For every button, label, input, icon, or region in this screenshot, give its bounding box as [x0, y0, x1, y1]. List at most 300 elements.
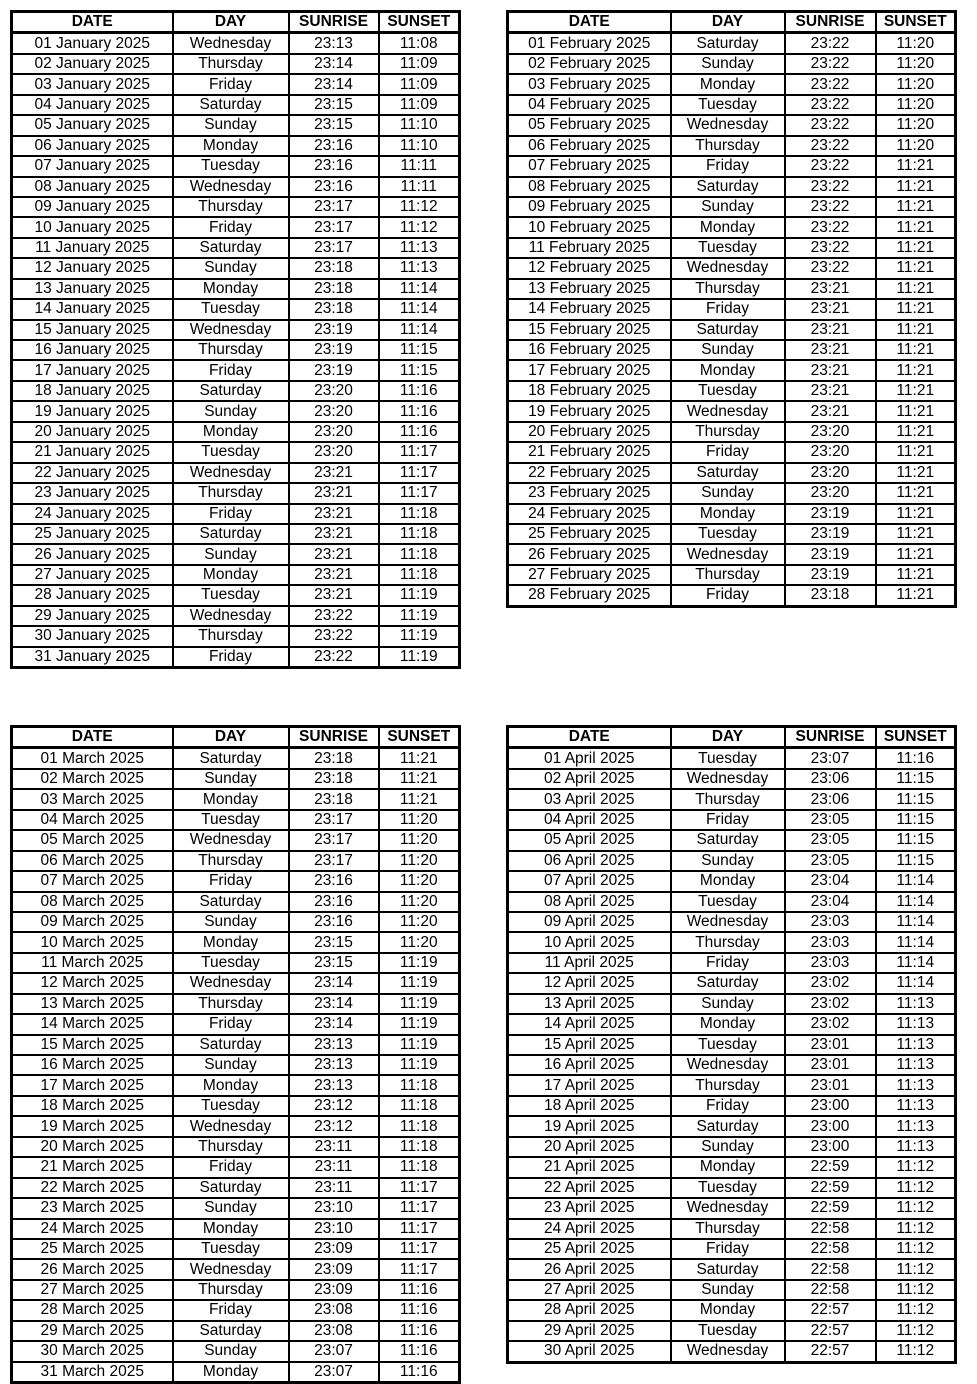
date-cell: 11 January 2025: [12, 238, 173, 258]
sunrise-cell: 23:20: [289, 442, 379, 462]
day-cell: Wednesday: [671, 912, 785, 932]
sunset-cell: 11:14: [379, 279, 460, 299]
table-row: [508, 381, 956, 401]
sunset-cell: 11:17: [379, 1198, 460, 1218]
sunset-cell: 11:21: [876, 585, 956, 606]
table-row: [508, 769, 956, 789]
sunrise-cell: 23:13: [289, 1055, 379, 1075]
sunrise-cell: 23:05: [785, 830, 876, 850]
sunrise-cell: 23:00: [785, 1116, 876, 1136]
table-row: [12, 177, 460, 197]
sunrise-cell: 23:09: [289, 1259, 379, 1279]
date-cell: 29 March 2025: [12, 1321, 173, 1341]
sunrise-cell: 22:58: [785, 1280, 876, 1300]
date-cell: 03 March 2025: [12, 789, 173, 809]
sunrise-cell: 23:08: [289, 1300, 379, 1320]
date-cell: 04 March 2025: [12, 810, 173, 830]
table-row: [12, 504, 460, 524]
day-cell: Thursday: [173, 626, 289, 646]
day-cell: Sunday: [173, 1055, 289, 1075]
date-cell: 10 February 2025: [508, 217, 671, 237]
day-cell: Tuesday: [173, 1096, 289, 1116]
sunset-cell: 11:18: [379, 504, 460, 524]
day-cell: Wednesday: [671, 1198, 785, 1218]
day-cell: Tuesday: [173, 1239, 289, 1259]
day-cell: Tuesday: [671, 1321, 785, 1341]
table-row: [12, 892, 460, 912]
day-cell: Tuesday: [671, 381, 785, 401]
date-cell: 20 January 2025: [12, 422, 173, 442]
table-row: [12, 1362, 460, 1383]
date-cell: 03 January 2025: [12, 74, 173, 94]
table-row: [508, 1014, 956, 1034]
date-cell: 19 January 2025: [12, 401, 173, 421]
sunset-cell: 11:12: [876, 1341, 956, 1362]
day-cell: Saturday: [671, 973, 785, 993]
sunset-cell: 11:13: [876, 1137, 956, 1157]
day-cell: Friday: [173, 1300, 289, 1320]
table-row: [12, 544, 460, 564]
day-cell: Thursday: [173, 1280, 289, 1300]
sunset-cell: 11:21: [876, 401, 956, 421]
table-header: [508, 12, 956, 33]
table-row: [508, 95, 956, 115]
sunset-cell: 11:16: [876, 748, 956, 769]
day-cell: Wednesday: [671, 115, 785, 135]
sunset-cell: 11:20: [379, 810, 460, 830]
sunset-cell: 11:14: [876, 973, 956, 993]
header-date: DATE: [12, 727, 173, 748]
sunrise-cell: 23:05: [785, 810, 876, 830]
sunset-cell: 11:19: [379, 1035, 460, 1055]
day-cell: Friday: [173, 1157, 289, 1177]
sunrise-cell: 23:22: [785, 177, 876, 197]
day-cell: Thursday: [173, 54, 289, 74]
sunset-cell: 11:12: [876, 1178, 956, 1198]
header-sunrise: SUNRISE: [289, 12, 379, 33]
day-cell: Sunday: [671, 483, 785, 503]
day-cell: Monday: [173, 279, 289, 299]
table-row: [12, 320, 460, 340]
date-cell: 17 March 2025: [12, 1075, 173, 1095]
day-cell: Wednesday: [173, 830, 289, 850]
table-row: [508, 994, 956, 1014]
sunrise-cell: 23:18: [785, 585, 876, 606]
sunset-cell: 11:15: [876, 830, 956, 850]
sunrise-cell: 23:06: [785, 769, 876, 789]
sunset-cell: 11:15: [876, 769, 956, 789]
sunset-cell: 11:18: [379, 544, 460, 564]
sunrise-cell: 23:19: [289, 320, 379, 340]
table-row: [12, 1280, 460, 1300]
date-cell: 07 March 2025: [12, 871, 173, 891]
table-row: [12, 1321, 460, 1341]
day-cell: Sunday: [671, 1280, 785, 1300]
sunset-cell: 11:19: [379, 647, 460, 668]
sunset-cell: 11:21: [876, 217, 956, 237]
date-cell: 16 March 2025: [12, 1055, 173, 1075]
date-cell: 02 January 2025: [12, 54, 173, 74]
sunrise-cell: 23:21: [785, 381, 876, 401]
sunset-cell: 11:15: [379, 340, 460, 360]
sunset-cell: 11:09: [379, 95, 460, 115]
sunset-cell: 11:20: [876, 136, 956, 156]
table-row: [508, 585, 956, 606]
sunrise-cell: 23:21: [289, 483, 379, 503]
date-cell: 05 April 2025: [508, 830, 671, 850]
sunset-cell: 11:17: [379, 463, 460, 483]
table-row: [12, 1239, 460, 1259]
sunset-cell: 11:20: [876, 74, 956, 94]
table-body: [508, 33, 956, 606]
sunset-cell: 11:21: [876, 381, 956, 401]
sunrise-cell: 23:11: [289, 1137, 379, 1157]
sunset-cell: 11:18: [379, 1157, 460, 1177]
date-cell: 27 January 2025: [12, 565, 173, 585]
table-row: [12, 381, 460, 401]
sunset-cell: 11:21: [876, 544, 956, 564]
day-cell: Sunday: [173, 115, 289, 135]
sunset-cell: 11:21: [876, 299, 956, 319]
day-cell: Thursday: [671, 1219, 785, 1239]
table-row: [12, 401, 460, 421]
sunset-cell: 11:10: [379, 136, 460, 156]
header-day: DAY: [173, 727, 289, 748]
day-cell: Wednesday: [173, 973, 289, 993]
sunrise-cell: 23:02: [785, 1014, 876, 1034]
sunset-cell: 11:14: [876, 932, 956, 952]
sunrise-cell: 23:10: [289, 1198, 379, 1218]
day-cell: Tuesday: [173, 810, 289, 830]
table-row: [12, 585, 460, 605]
sunset-cell: 11:20: [876, 115, 956, 135]
table-row: [12, 197, 460, 217]
day-cell: Friday: [173, 1014, 289, 1034]
sunset-cell: 11:21: [876, 320, 956, 340]
table-row: [12, 932, 460, 952]
sunrise-cell: 23:21: [289, 544, 379, 564]
table-row: [508, 1178, 956, 1198]
date-cell: 14 March 2025: [12, 1014, 173, 1034]
date-cell: 24 April 2025: [508, 1219, 671, 1239]
sunrise-cell: 23:18: [289, 748, 379, 769]
table-row: [12, 912, 460, 932]
sunset-cell: 11:19: [379, 626, 460, 646]
date-cell: 05 January 2025: [12, 115, 173, 135]
sunrise-cell: 23:17: [289, 851, 379, 871]
header-sunrise: SUNRISE: [785, 727, 876, 748]
day-cell: Friday: [671, 299, 785, 319]
sunset-cell: 11:14: [876, 871, 956, 891]
date-cell: 20 February 2025: [508, 422, 671, 442]
day-cell: Monday: [173, 1075, 289, 1095]
table-row: [508, 524, 956, 544]
sunrise-cell: 22:58: [785, 1239, 876, 1259]
date-cell: 01 February 2025: [508, 33, 671, 54]
sunset-cell: 11:12: [876, 1198, 956, 1218]
table-row: [12, 54, 460, 74]
date-cell: 19 March 2025: [12, 1116, 173, 1136]
table-row: [508, 136, 956, 156]
table-row: [508, 892, 956, 912]
table-row: [508, 401, 956, 421]
date-cell: 25 March 2025: [12, 1239, 173, 1259]
sunset-cell: 11:16: [379, 1362, 460, 1383]
sunrise-cell: 23:09: [289, 1239, 379, 1259]
header-date: DATE: [12, 12, 173, 33]
day-cell: Sunday: [671, 340, 785, 360]
day-cell: Wednesday: [671, 769, 785, 789]
table-header: [508, 727, 956, 748]
day-cell: Monday: [671, 360, 785, 380]
date-cell: 13 January 2025: [12, 279, 173, 299]
table-row: [12, 994, 460, 1014]
day-cell: Thursday: [671, 279, 785, 299]
sunrise-cell: 23:19: [289, 360, 379, 380]
day-cell: Wednesday: [173, 463, 289, 483]
table-body: [12, 33, 460, 668]
day-cell: Saturday: [173, 1035, 289, 1055]
sunrise-cell: 23:22: [785, 136, 876, 156]
sunrise-cell: 23:16: [289, 892, 379, 912]
sunset-cell: 11:12: [876, 1280, 956, 1300]
sunset-cell: 11:13: [876, 1116, 956, 1136]
sunrise-cell: 23:17: [289, 217, 379, 237]
sunset-cell: 11:16: [379, 381, 460, 401]
date-cell: 23 April 2025: [508, 1198, 671, 1218]
day-cell: Saturday: [173, 95, 289, 115]
sunset-cell: 11:14: [876, 892, 956, 912]
date-cell: 16 January 2025: [12, 340, 173, 360]
sunrise-cell: 23:04: [785, 892, 876, 912]
day-cell: Tuesday: [173, 442, 289, 462]
sunrise-cell: 23:16: [289, 912, 379, 932]
day-cell: Wednesday: [173, 33, 289, 54]
date-cell: 04 January 2025: [12, 95, 173, 115]
day-cell: Monday: [173, 932, 289, 952]
header-date: DATE: [508, 12, 671, 33]
table-row: [12, 115, 460, 135]
sunset-cell: 11:20: [379, 932, 460, 952]
date-cell: 13 March 2025: [12, 994, 173, 1014]
table-row: [508, 360, 956, 380]
sunrise-cell: 23:20: [289, 381, 379, 401]
table-row: [12, 524, 460, 544]
sunset-cell: 11:13: [876, 1014, 956, 1034]
sunrise-cell: 23:02: [785, 973, 876, 993]
sunset-cell: 11:11: [379, 177, 460, 197]
date-cell: 18 January 2025: [12, 381, 173, 401]
sunrise-cell: 23:14: [289, 973, 379, 993]
sunset-cell: 11:17: [379, 1178, 460, 1198]
date-cell: 19 April 2025: [508, 1116, 671, 1136]
table-row: [12, 463, 460, 483]
date-cell: 01 April 2025: [508, 748, 671, 769]
table-row: [508, 1075, 956, 1095]
sunset-cell: 11:17: [379, 483, 460, 503]
day-cell: Monday: [671, 504, 785, 524]
sunrise-cell: 23:20: [289, 401, 379, 421]
date-cell: 10 April 2025: [508, 932, 671, 952]
table-row: [508, 932, 956, 952]
table-row: [12, 1055, 460, 1075]
date-cell: 17 January 2025: [12, 360, 173, 380]
sunset-cell: 11:20: [379, 912, 460, 932]
table-row: [12, 830, 460, 850]
day-cell: Thursday: [173, 1137, 289, 1157]
sunrise-cell: 23:17: [289, 810, 379, 830]
day-cell: Saturday: [173, 238, 289, 258]
sunset-cell: 11:12: [876, 1321, 956, 1341]
table-row: [12, 871, 460, 891]
table-row: [12, 279, 460, 299]
sunrise-cell: 23:01: [785, 1035, 876, 1055]
day-cell: Monday: [671, 1157, 785, 1177]
day-cell: Saturday: [671, 33, 785, 54]
date-cell: 02 April 2025: [508, 769, 671, 789]
sunrise-cell: 23:18: [289, 789, 379, 809]
date-cell: 06 March 2025: [12, 851, 173, 871]
sunset-cell: 11:21: [876, 258, 956, 278]
table-row: [508, 483, 956, 503]
date-cell: 15 April 2025: [508, 1035, 671, 1055]
sunrise-cell: 23:16: [289, 136, 379, 156]
sunrise-cell: 23:21: [785, 299, 876, 319]
day-cell: Sunday: [173, 912, 289, 932]
sunset-cell: 11:16: [379, 1300, 460, 1320]
table-row: [508, 238, 956, 258]
sunrise-cell: 23:22: [289, 647, 379, 668]
table-row: [508, 851, 956, 871]
day-cell: Friday: [671, 1239, 785, 1259]
table-row: [508, 830, 956, 850]
day-cell: Monday: [671, 217, 785, 237]
date-cell: 15 February 2025: [508, 320, 671, 340]
sunset-cell: 11:14: [379, 320, 460, 340]
sunset-cell: 11:13: [876, 1055, 956, 1075]
sunrise-cell: 23:22: [785, 74, 876, 94]
sunset-cell: 11:21: [876, 483, 956, 503]
day-cell: Friday: [173, 647, 289, 668]
date-cell: 30 January 2025: [12, 626, 173, 646]
table-row: [508, 1137, 956, 1157]
day-cell: Friday: [173, 74, 289, 94]
date-cell: 07 February 2025: [508, 156, 671, 176]
sunrise-cell: 22:57: [785, 1341, 876, 1362]
sunrise-cell: 23:17: [289, 830, 379, 850]
date-cell: 02 March 2025: [12, 769, 173, 789]
day-cell: Monday: [173, 565, 289, 585]
day-cell: Sunday: [671, 994, 785, 1014]
sunrise-cell: 23:16: [289, 871, 379, 891]
day-cell: Monday: [671, 1014, 785, 1034]
table-row: [12, 1178, 460, 1198]
date-cell: 03 February 2025: [508, 74, 671, 94]
sunset-cell: 11:21: [379, 769, 460, 789]
date-cell: 14 April 2025: [508, 1014, 671, 1034]
day-cell: Monday: [173, 789, 289, 809]
sunset-cell: 11:11: [379, 156, 460, 176]
table-row: [12, 442, 460, 462]
day-cell: Friday: [671, 585, 785, 606]
date-cell: 23 January 2025: [12, 483, 173, 503]
sunset-cell: 11:21: [876, 524, 956, 544]
date-cell: 26 February 2025: [508, 544, 671, 564]
day-cell: Thursday: [173, 994, 289, 1014]
sunset-cell: 11:17: [379, 1259, 460, 1279]
table-row: [12, 1035, 460, 1055]
date-cell: 11 February 2025: [508, 238, 671, 258]
day-cell: Tuesday: [173, 953, 289, 973]
day-cell: Tuesday: [671, 1178, 785, 1198]
sunrise-cell: 23:15: [289, 95, 379, 115]
date-cell: 19 February 2025: [508, 401, 671, 421]
sunset-cell: 11:19: [379, 585, 460, 605]
sunset-cell: 11:19: [379, 1014, 460, 1034]
date-cell: 29 April 2025: [508, 1321, 671, 1341]
day-cell: Thursday: [671, 136, 785, 156]
sunset-cell: 11:21: [876, 422, 956, 442]
sunset-cell: 11:12: [379, 197, 460, 217]
sunrise-cell: 23:08: [289, 1321, 379, 1341]
sunrise-cell: 23:11: [289, 1157, 379, 1177]
sunrise-cell: 23:15: [289, 953, 379, 973]
sunset-cell: 11:14: [876, 912, 956, 932]
sunrise-cell: 23:03: [785, 912, 876, 932]
day-cell: Friday: [671, 156, 785, 176]
sun-table-february: [506, 10, 957, 608]
sunrise-cell: 23:13: [289, 1075, 379, 1095]
table-row: [508, 1035, 956, 1055]
sunrise-cell: 23:00: [785, 1137, 876, 1157]
table-row: [508, 912, 956, 932]
sunrise-cell: 23:22: [289, 626, 379, 646]
sunset-cell: 11:16: [379, 401, 460, 421]
sun-table-january: [10, 10, 461, 669]
date-cell: 26 January 2025: [12, 544, 173, 564]
date-cell: 18 February 2025: [508, 381, 671, 401]
day-cell: Tuesday: [173, 299, 289, 319]
day-cell: Thursday: [671, 565, 785, 585]
table-row: [12, 973, 460, 993]
table-row: [12, 769, 460, 789]
table-row: [12, 1116, 460, 1136]
date-cell: 08 February 2025: [508, 177, 671, 197]
date-cell: 28 March 2025: [12, 1300, 173, 1320]
sunset-cell: 11:21: [876, 565, 956, 585]
sunset-cell: 11:21: [876, 504, 956, 524]
table-row: [12, 626, 460, 646]
table-row: [508, 1096, 956, 1116]
sunset-cell: 11:12: [876, 1219, 956, 1239]
table-row: [508, 1280, 956, 1300]
day-cell: Monday: [173, 136, 289, 156]
sunset-cell: 11:13: [379, 258, 460, 278]
sunrise-cell: 22:57: [785, 1300, 876, 1320]
date-cell: 21 March 2025: [12, 1157, 173, 1177]
date-cell: 31 March 2025: [12, 1362, 173, 1383]
date-cell: 07 January 2025: [12, 156, 173, 176]
sunset-cell: 11:17: [379, 442, 460, 462]
table-row: [508, 871, 956, 891]
sunrise-cell: 23:19: [785, 544, 876, 564]
sunrise-cell: 23:01: [785, 1055, 876, 1075]
sunrise-cell: 23:19: [289, 340, 379, 360]
date-cell: 28 January 2025: [12, 585, 173, 605]
date-cell: 24 January 2025: [12, 504, 173, 524]
day-cell: Saturday: [671, 463, 785, 483]
date-cell: 28 April 2025: [508, 1300, 671, 1320]
